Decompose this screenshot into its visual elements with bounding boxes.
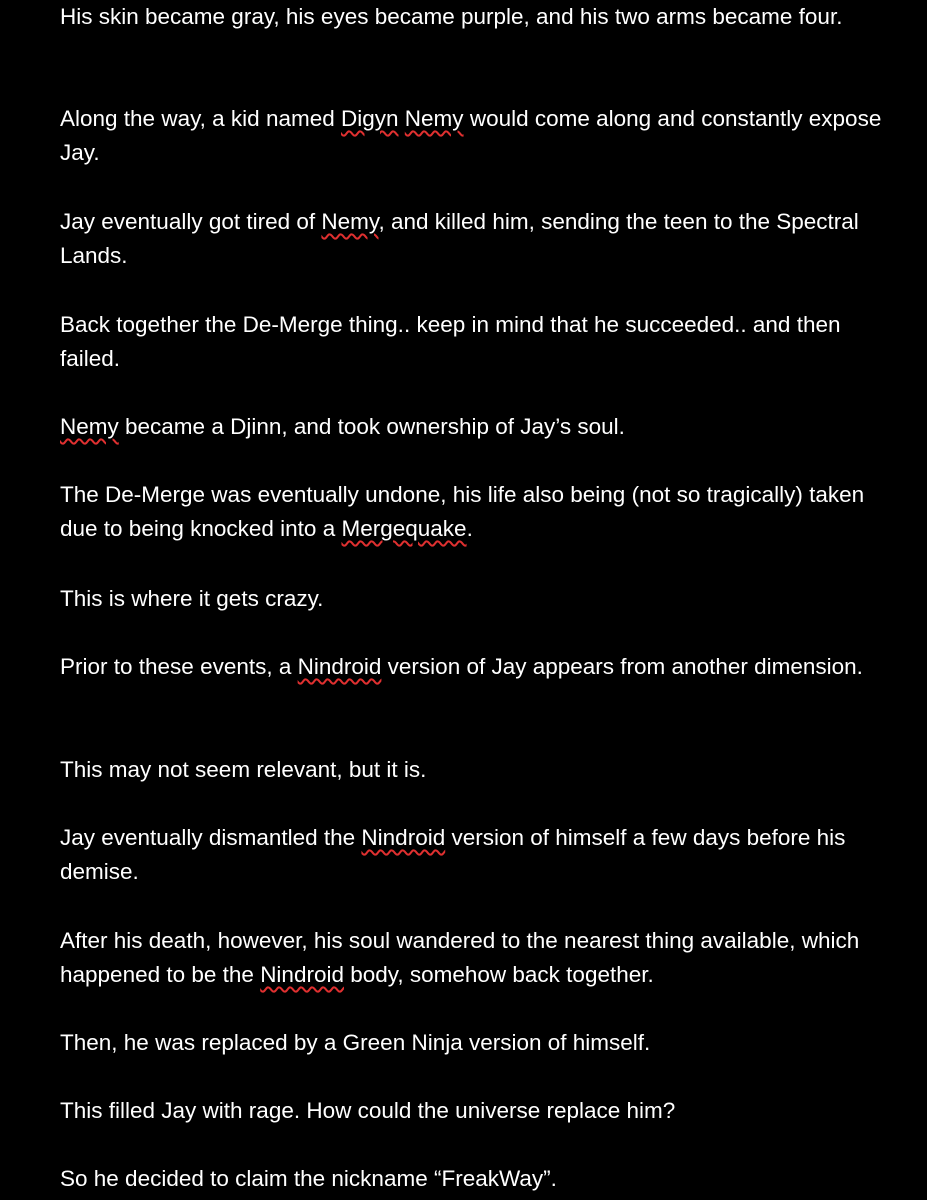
- text-segment: The De-Merge was eventually undone, his life also being (not so tragically) taken due to being knocked into a: [60, 482, 865, 541]
- misspelled-word[interactable]: Digyn: [341, 106, 399, 131]
- misspelled-word[interactable]: Mergequake: [341, 516, 467, 541]
- text-segment: Along the way, a kid named: [60, 106, 341, 131]
- text-segment: version of Jay appears from another dimension.: [381, 654, 863, 679]
- misspelled-word[interactable]: Nindroid: [297, 654, 382, 679]
- paragraph: [60, 308, 890, 376]
- text-segment: .: [466, 516, 473, 541]
- paragraph: [60, 410, 890, 444]
- misspelled-word[interactable]: Nindroid: [260, 962, 344, 987]
- paragraph: [60, 1162, 890, 1196]
- paragraph: [60, 1026, 890, 1060]
- text-segment: Jay eventually dismantled the: [60, 825, 362, 850]
- misspelled-word[interactable]: Nindroid: [361, 825, 446, 850]
- text-segment: Prior to these events, a: [60, 654, 298, 679]
- text-segment: This may not seem relevant, but it is.: [60, 757, 427, 782]
- text-segment: would come along and constantly expose Jay.: [60, 106, 882, 165]
- misspelled-word[interactable]: Nemy: [404, 106, 464, 131]
- text-segment: Jay eventually got tired of: [60, 209, 322, 234]
- paragraph: [60, 821, 890, 889]
- paragraph: [60, 478, 890, 546]
- paragraph: [60, 924, 890, 992]
- paragraph: [60, 205, 890, 273]
- text-segment: This filled Jay with rage. How could the universe replace him?: [60, 1098, 676, 1123]
- text-segment: So he decided to claim the nickname “FreakWay”.: [60, 1166, 557, 1191]
- misspelled-word[interactable]: Nemy: [60, 414, 119, 439]
- text-segment: became a Djinn, and took ownership of Jay’s soul.: [118, 414, 625, 439]
- text-segment: His skin became gray, his eyes became purple, and his two arms became four.: [60, 4, 843, 29]
- text-segment: After his death, however, his soul wandered to the nearest thing available, which happened to be the: [60, 928, 860, 987]
- text-segment: Back together the De-Merge thing.. keep in mind that he succeeded.. and then failed.: [60, 312, 841, 371]
- paragraph: [60, 1094, 890, 1128]
- paragraph: [60, 0, 890, 34]
- text-segment: version of himself a few days before his demise.: [60, 825, 846, 884]
- text-segment: This is where it gets crazy.: [60, 586, 324, 611]
- text-segment: body, somehow back together.: [343, 962, 654, 987]
- paragraph: [60, 582, 890, 616]
- misspelled-word[interactable]: Nemy: [321, 209, 379, 234]
- text-segment: Then, he was replaced by a Green Ninja version of himself.: [60, 1030, 651, 1055]
- paragraph: [60, 753, 890, 787]
- paragraph: [60, 650, 890, 684]
- paragraph: [60, 102, 890, 170]
- text-segment: , and killed him, sending the teen to the Spectral Lands.: [60, 209, 859, 268]
